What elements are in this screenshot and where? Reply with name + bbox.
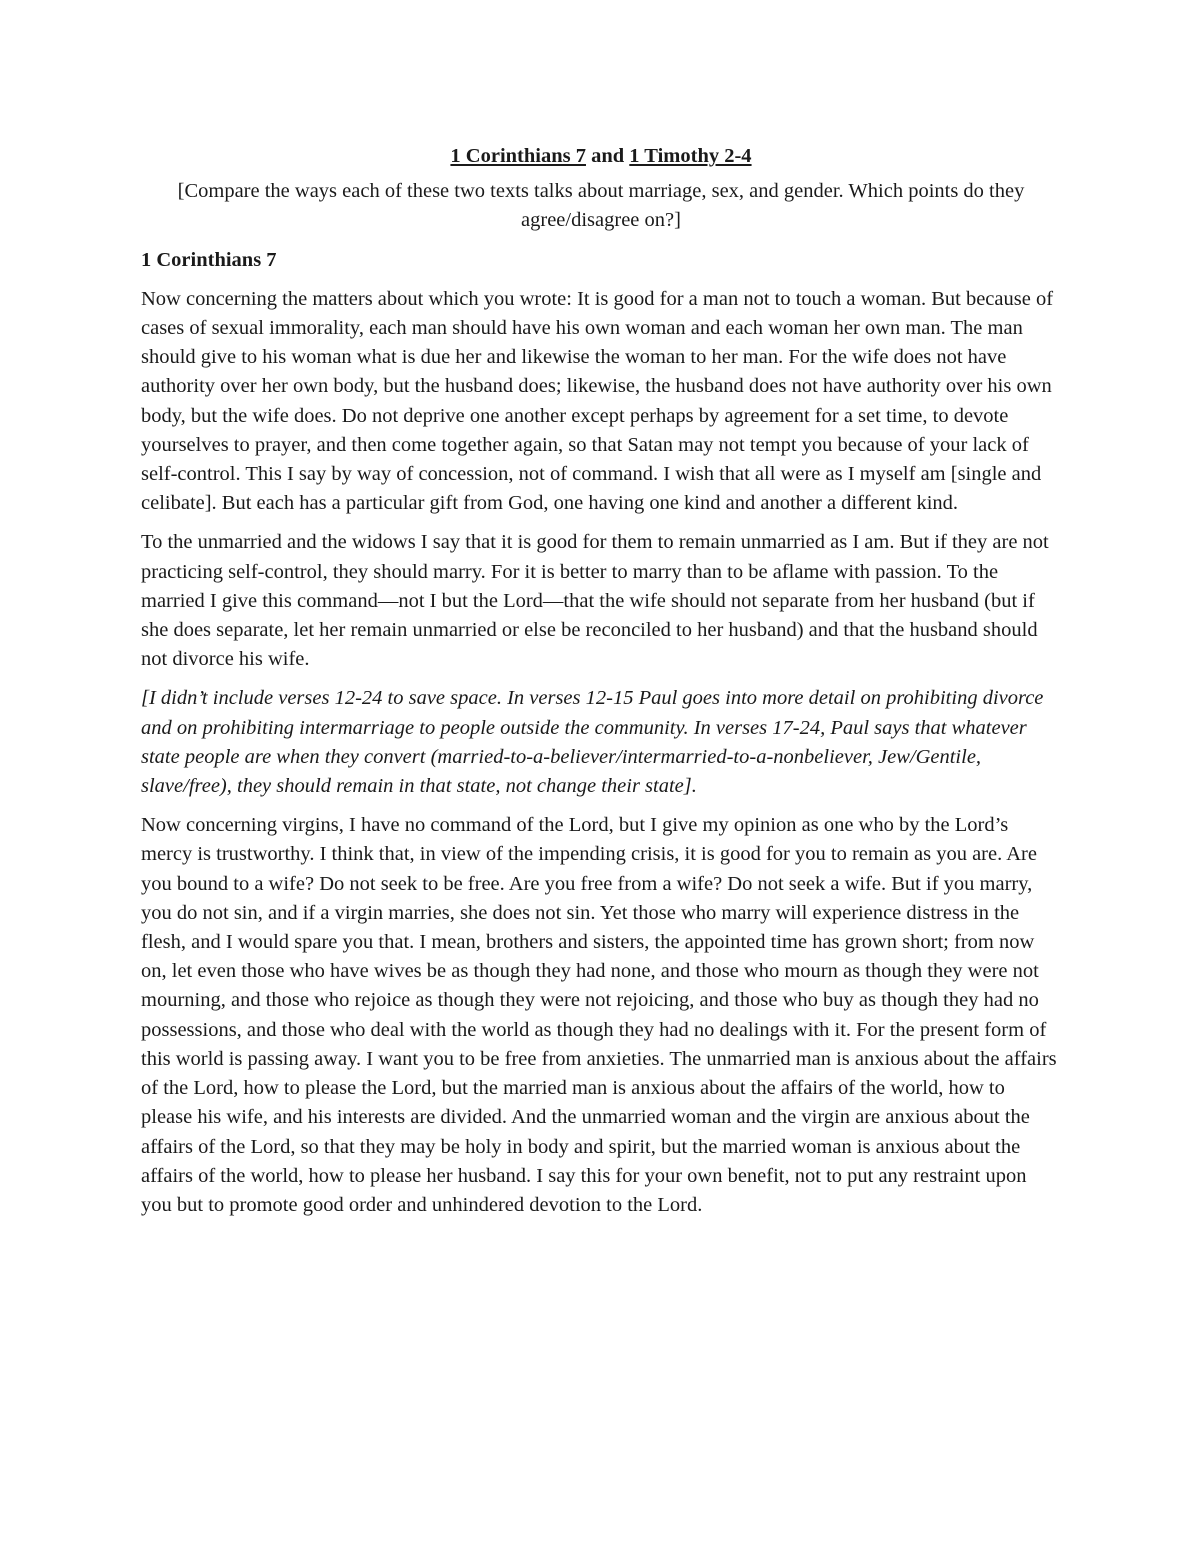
paragraph-1: Now concerning the matters about which you wrote: It is good for a man not to touch a woman. But because of cases of sexual immorality, each man should have his own woman and each woman her own man. The man should give to his woman what is due her and likewise the woman to her man. For the wife does not have authority over her own body, but the husband does; likewise, the husband does not have authority over his own body, but the wife does. Do not deprive one another except perhaps by agreement for a set time, to devote yourselves to prayer, and then come together again, so that Satan may not tempt you because of your lack of self-control. This I say by way of concession, not of command. I wish that all were as I myself am [single and celibate]. But each has a particular gift from God, one having one kind and another a different kind. <box>141 287 1054 515</box>
paragraph-2: To the unmarried and the widows I say that it is good for them to remain unmarried as I am. But if they are not practicing self-control, they should marry. For it is better to marry than to be aflame with passion. To the married I give this command—not I but the Lord—that the wife should not separate from her husband (but if she does separate, let her remain unmarried or else be reconciled to her husband) and that the husband should not divorce his wife. <box>141 531 1049 671</box>
editor-note: [I didn’t include verses 12-24 to save space. In verses 12-15 Paul goes into more detail on prohibiting divorce and on prohibiting intermarriage to people outside the community. In verses 17-24, Paul says that whatever state people are when they convert (married-to-a-believer/intermarried-to-a-nonbeliever, Jew/Gentile, slave/free), they should remain in that state, not change their state]. <box>141 687 1044 798</box>
comparison-prompt: [Compare the ways each of these two texts talks about marriage, sex, and gender. Which points do they agree/disagree on?] <box>177 180 1025 232</box>
document-page <box>141 142 1061 1230</box>
paragraph-3: Now concerning virgins, I have no command of the Lord, but I give my opinion as one who by the Lord’s mercy is trustworthy. I think that, in view of the impending crisis, it is good for you to remain as you are. Are you bound to a wife? Do not seek to be free. Are you free from a wife? Do not seek a wife. But if you marry, you do not sin, and if a virgin marries, she does not sin. Yet those who marry will experience distress in the flesh, and I would spare you that. I mean, brothers and sisters, the appointed time has grown short; from now on, let even those who have wives be as though they had none, and those who mourn as though they were not mourning, and those who rejoice as though they were not rejoicing, and those who buy as though they had no possessions, and those who deal with the world as though they had no dealings with it. For the present form of this world is passing away. I want you to be free from anxieties. The unmarried man is anxious about the affairs of the Lord, how to please the Lord, but the married man is anxious about the affairs of the world, how to please his wife, and his interests are divided. And the unmarried woman and the virgin are anxious about the affairs of the Lord, so that they may be holy in body and spirit, but the married woman is anxious about the affairs of the world, how to please her husband. I say this for your own benefit, not to put any restraint upon you but to promote good order and unhindered devotion to the Lord. <box>141 814 1057 1216</box>
title-part-2: 1 Timothy 2-4 <box>629 145 752 167</box>
document-title <box>141 142 1061 171</box>
title-connector: and <box>585 145 630 167</box>
section-heading: 1 Corinthians 7 <box>141 248 277 271</box>
title-part-1: 1 Corinthians 7 <box>450 145 586 167</box>
